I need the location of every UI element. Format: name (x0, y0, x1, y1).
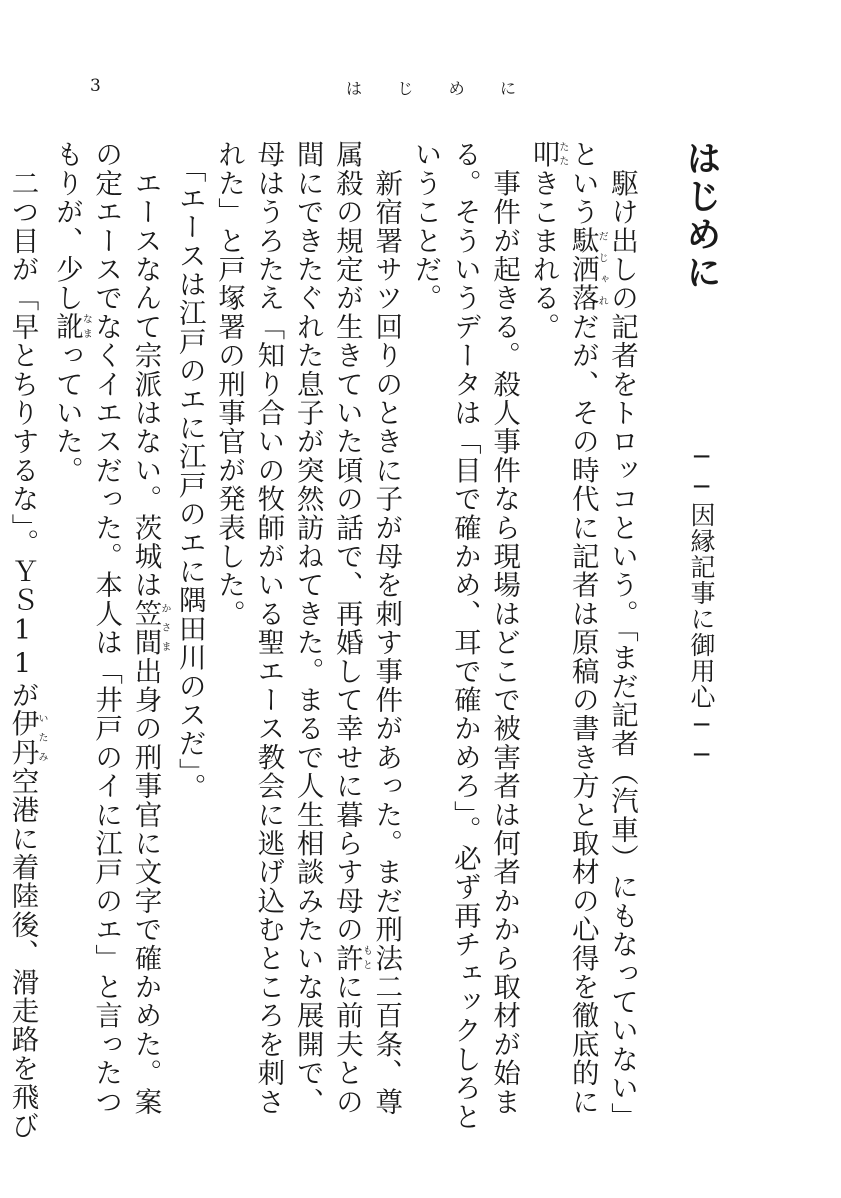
running-head-char: め (448, 79, 465, 98)
text-run: きこまれる。 (527, 168, 560, 341)
chapter-heading (641, 140, 741, 1140)
text-run: っていた。 (50, 340, 83, 485)
ruby-base: 伊丹 (6, 709, 39, 767)
ruby-word (50, 312, 92, 341)
paragraph (405, 140, 523, 1140)
text-run: だが、その時代に記者は原稿の書き方と取材の心得を徹底的に (566, 312, 599, 1116)
page-number: 3 (90, 76, 102, 96)
ruby-word (566, 226, 608, 313)
ruby-base: 駄洒落 (566, 226, 599, 313)
ruby-base: 叩 (527, 140, 560, 169)
text-run: 事件が起きる。殺人事件なら現場はどこで被害者は何者かから取材が始まる。そういうデータは「目で確かめ、耳で確かめろ」。必ず再チェックしろということだ。 (409, 140, 521, 1131)
text-run: 空港に着陸後、滑走路を飛び (6, 766, 39, 1140)
text-run: 新宿署サツ回りのときに子が母を刺す事件があった。まだ刑法二百条、尊属殺の規定が生きていた頃の話で、再婚して幸せに暮らす母の (330, 140, 403, 1116)
body-text (6, 140, 641, 1140)
ruby-word (129, 599, 170, 657)
ruby-reading: なま (80, 312, 92, 341)
running-head (346, 76, 516, 99)
ruby-word (527, 140, 568, 169)
chapter-subtitle: ──因縁記事に御用心── (687, 442, 716, 770)
paragraph (209, 140, 405, 1140)
text-run: 「エースは江戸のエに江戸のエに隅田川のスだ」。 (173, 168, 206, 802)
running-head-char: は (346, 79, 363, 98)
ruby-reading: だじゃれ (596, 226, 608, 313)
ruby-word (6, 709, 48, 767)
text-run: 二つ目が「早とちりするな」。ＹＳ11が (6, 168, 39, 710)
paragraph (0, 140, 47, 1140)
ruby-reading: もと (360, 943, 372, 973)
paragraph (523, 140, 641, 1140)
text-run: 出身の刑事官に文字で確かめた。案の定エースでなくイエスだった。本人は「井戸のイに江戸のエ」と言ったつもりが、少し (50, 140, 162, 1116)
text-run: 駆け出しの記者をトロッコという。「まだ記者（汽車）にもなっていない」という (566, 140, 638, 1131)
ruby-reading: いたみ (36, 709, 48, 767)
ruby-reading: かさま (158, 599, 170, 657)
ruby-base: 訛 (50, 312, 83, 341)
vertical-text-block (6, 140, 741, 1140)
text-run: に前夫との間にできたぐれた息子が突然訪ねてきた。まるで人生相談みたいな展開で、母はうろたえ「知り合いの牧師がいる聖エース教会に逃げ込むところを刺された」と戸塚署の刑事官が発表した。 (213, 140, 363, 1116)
ruby-reading: たた (556, 140, 568, 169)
running-head-char: じ (397, 79, 414, 98)
ruby-word (330, 943, 372, 973)
text-run: エースなんて宗派はない。茨城は (129, 168, 162, 600)
chapter-title: はじめに (681, 140, 722, 292)
ruby-base: 笠間 (129, 599, 162, 657)
running-head-char: に (499, 79, 516, 98)
paragraph (169, 140, 208, 1140)
paragraph (47, 140, 170, 1140)
ruby-base: 許 (330, 943, 363, 973)
